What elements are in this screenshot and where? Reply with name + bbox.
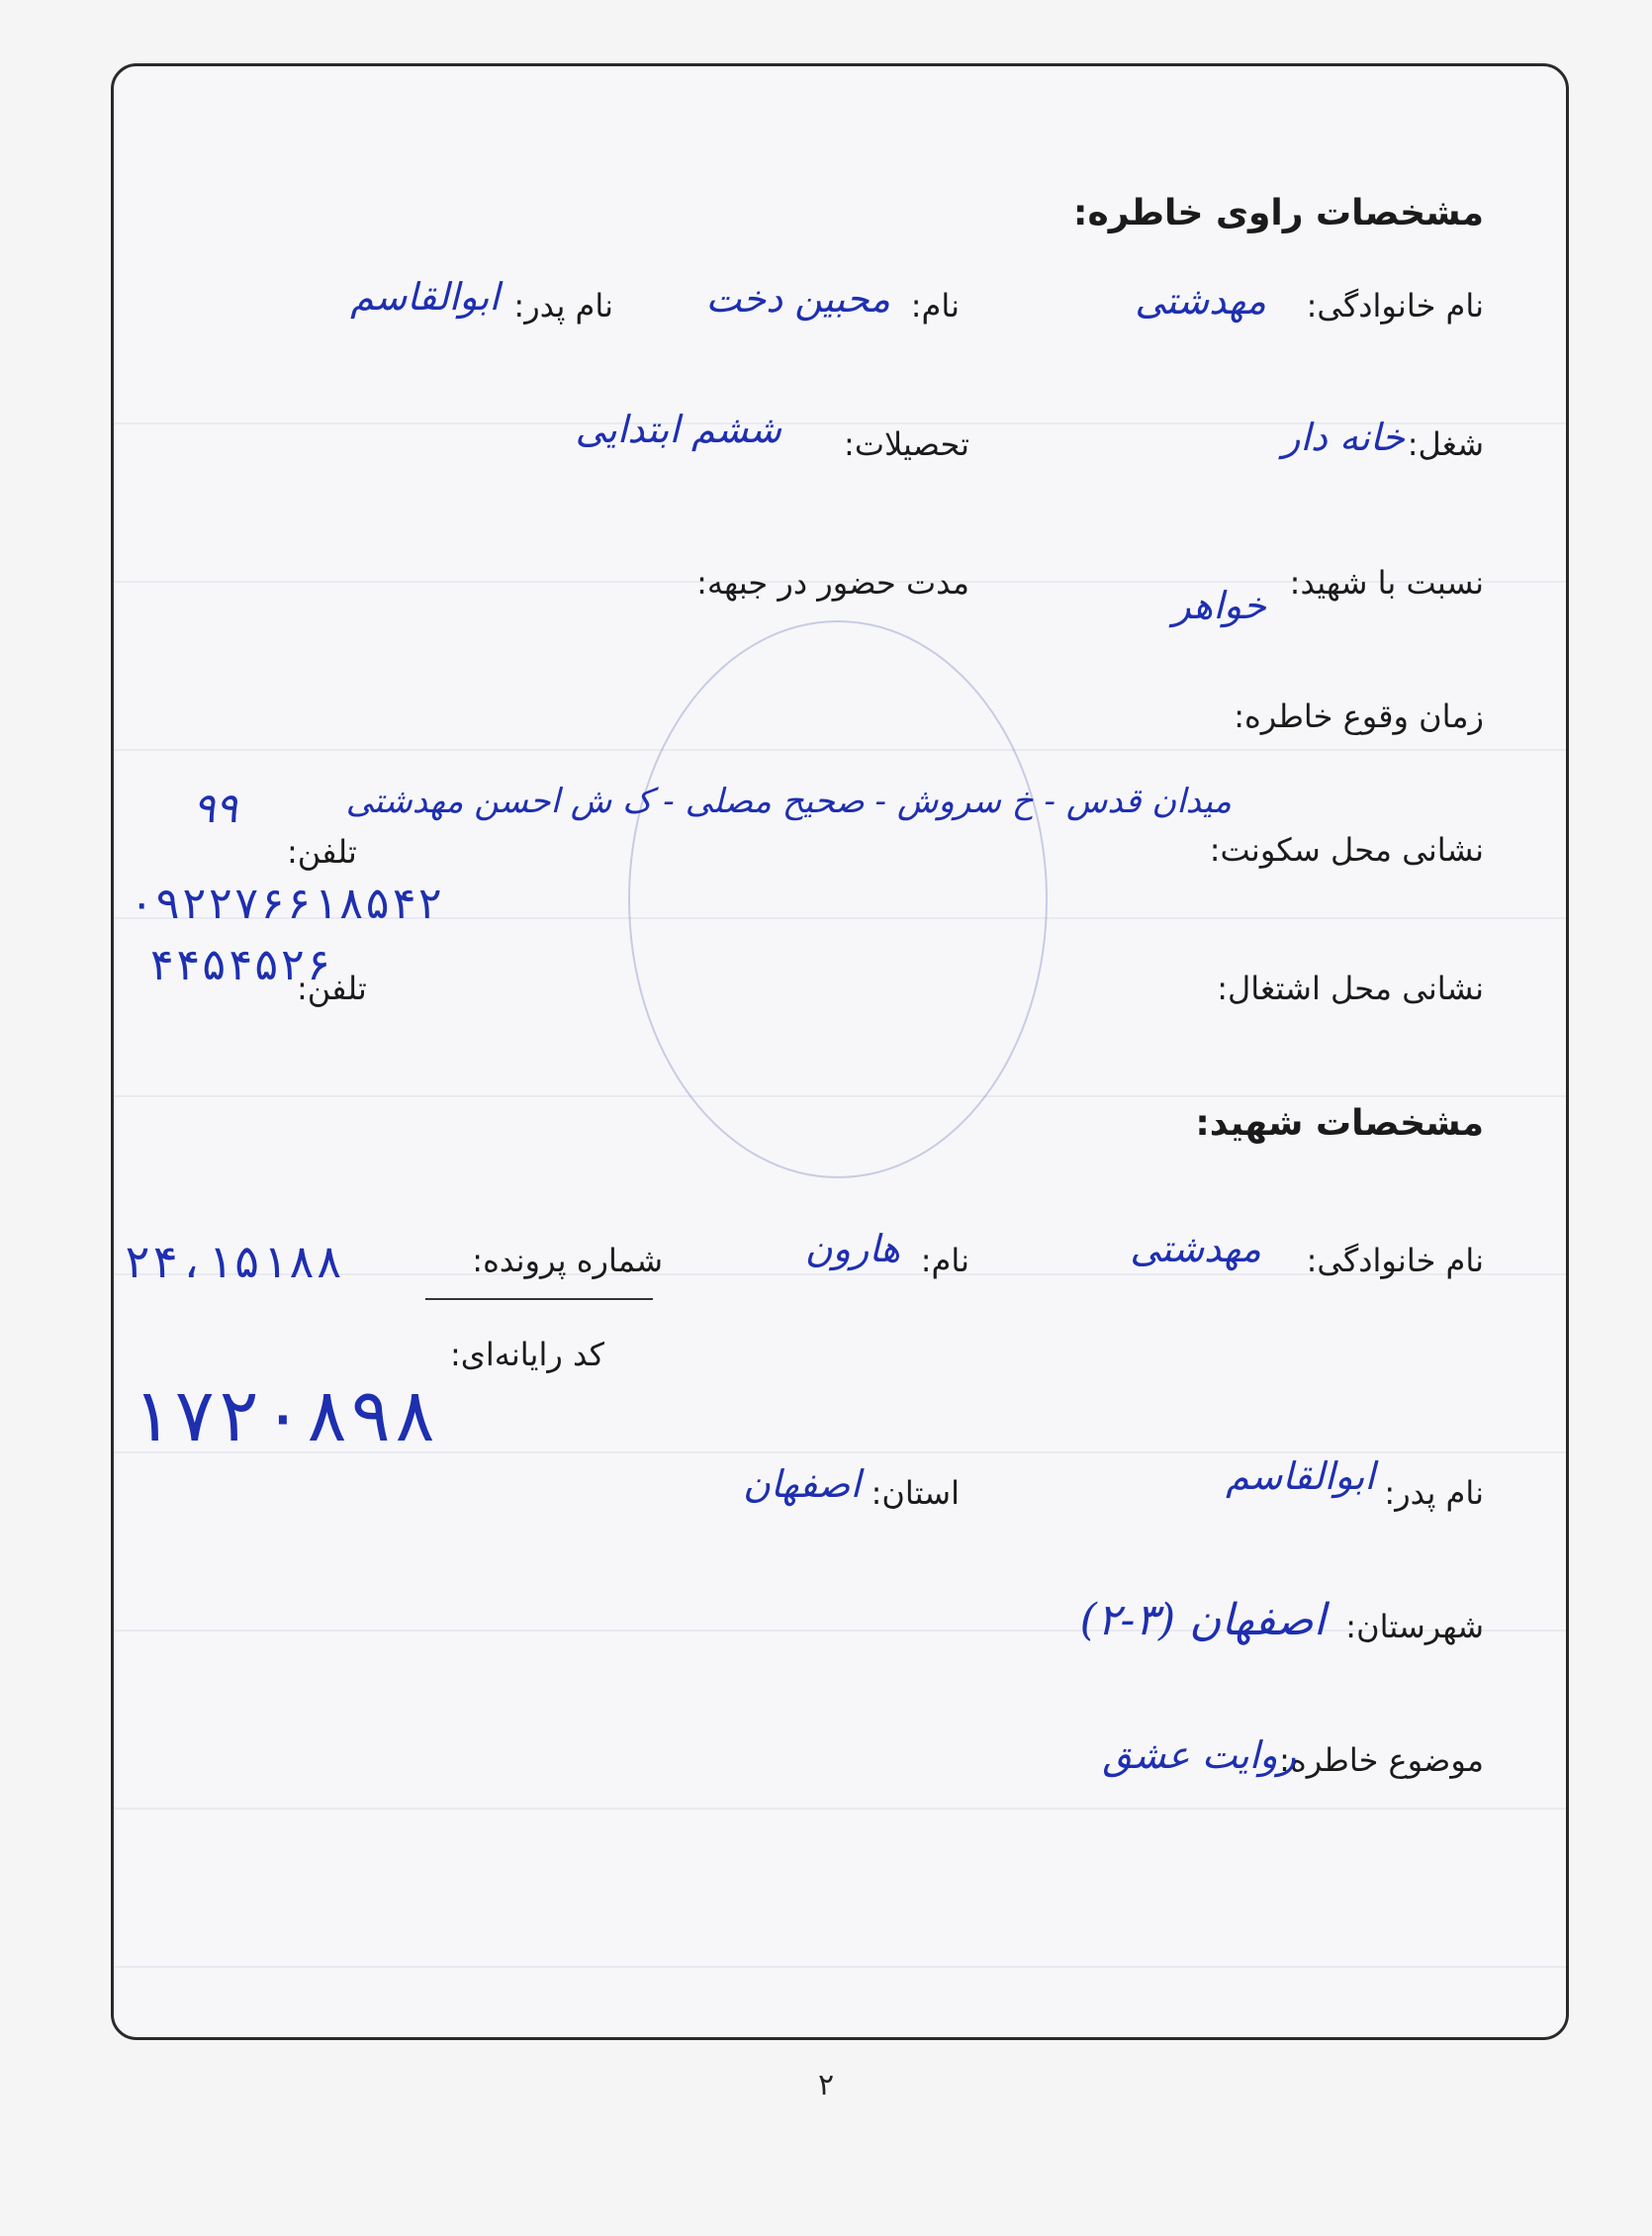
bleed-through-line [114,1808,1566,1810]
narrator-first-name-value: محبین دخت [705,277,890,321]
narrator-phone-mobile: ۰۹۲۲۷۶۶۱۸۵۴۲ [129,879,443,929]
narrator-work-address-label: نشانی محل اشتغال: [1217,970,1484,1007]
martyr-heading: مشخصات شهید: [1195,1103,1484,1144]
bleed-through-line [114,1966,1566,1968]
martyr-last-name-value: مهدشتی [1130,1227,1261,1270]
narrator-job-label: شغل: [1407,425,1484,463]
martyr-last-name-label: نام خانوادگی: [1306,1242,1484,1279]
narrator-address-value: میدان قدس - خ سروش - صحیح مصلی - ک ش احسن مهدشتی [345,782,1232,821]
martyr-first-name-label: نام: [920,1242,969,1279]
martyr-province-label: استان: [871,1474,960,1512]
martyr-file-number-label: شماره پرونده: [472,1242,663,1279]
memory-topic-label: موضوع خاطره: [1279,1741,1484,1779]
martyr-file-number-value: ۲۴،۱۵۱۸۸ [124,1235,343,1288]
narrator-phone-home: ۴۴۵۴۵۲۶ [148,940,332,990]
martyr-city-label: شهرستان: [1345,1608,1484,1645]
narrator-phone-label: تلفن: [287,833,357,871]
narrator-memory-time-label: زمان وقوع خاطره: [1234,698,1484,735]
martyr-computer-code-label: کد رایانه‌ای: [450,1336,604,1373]
narrator-last-name-value: مهدشتی [1135,279,1266,323]
narrator-education-label: تحصیلات: [844,425,969,463]
narrator-relation-label: نسبت با شهید: [1289,564,1484,602]
martyr-city-value: اصفهان (۳-۲) [1079,1595,1326,1645]
narrator-heading: مشخصات راوی خاطره: [1073,193,1484,233]
narrator-education-value: ششم ابتدایی [575,408,781,451]
martyr-first-name-value: هارون [804,1227,900,1270]
narrator-first-name-label: نام: [910,287,960,325]
narrator-relation-value: خواهر [1172,584,1266,627]
narrator-job-value: خانه دار [1282,416,1405,459]
martyr-father-label: نام پدر: [1384,1474,1484,1512]
martyr-province-value: اصفهان [742,1462,861,1506]
martyr-father-value: ابوالقاسم [1226,1454,1375,1498]
narrator-father-value: ابوالقاسم [350,275,500,319]
memory-topic-value: روایت عشق [1102,1733,1296,1777]
narrator-address-label: نشانی محل سکونت: [1209,831,1484,869]
narrator-front-duration-label: مدت حضور در جبهه: [696,564,969,602]
narrator-last-name-label: نام خانوادگی: [1306,287,1484,325]
martyr-computer-code-value: ۱۷۲۰۸۹۸ [129,1373,437,1458]
narrator-father-label: نام پدر: [513,287,613,325]
faint-stamp-shape [628,620,1048,1178]
narrator-address-number: ۹۹ [193,784,238,832]
narrator-work-phone-label: تلفن: [297,970,367,1007]
page-number: ۲ [817,2068,835,2102]
file-number-underline [425,1298,653,1300]
